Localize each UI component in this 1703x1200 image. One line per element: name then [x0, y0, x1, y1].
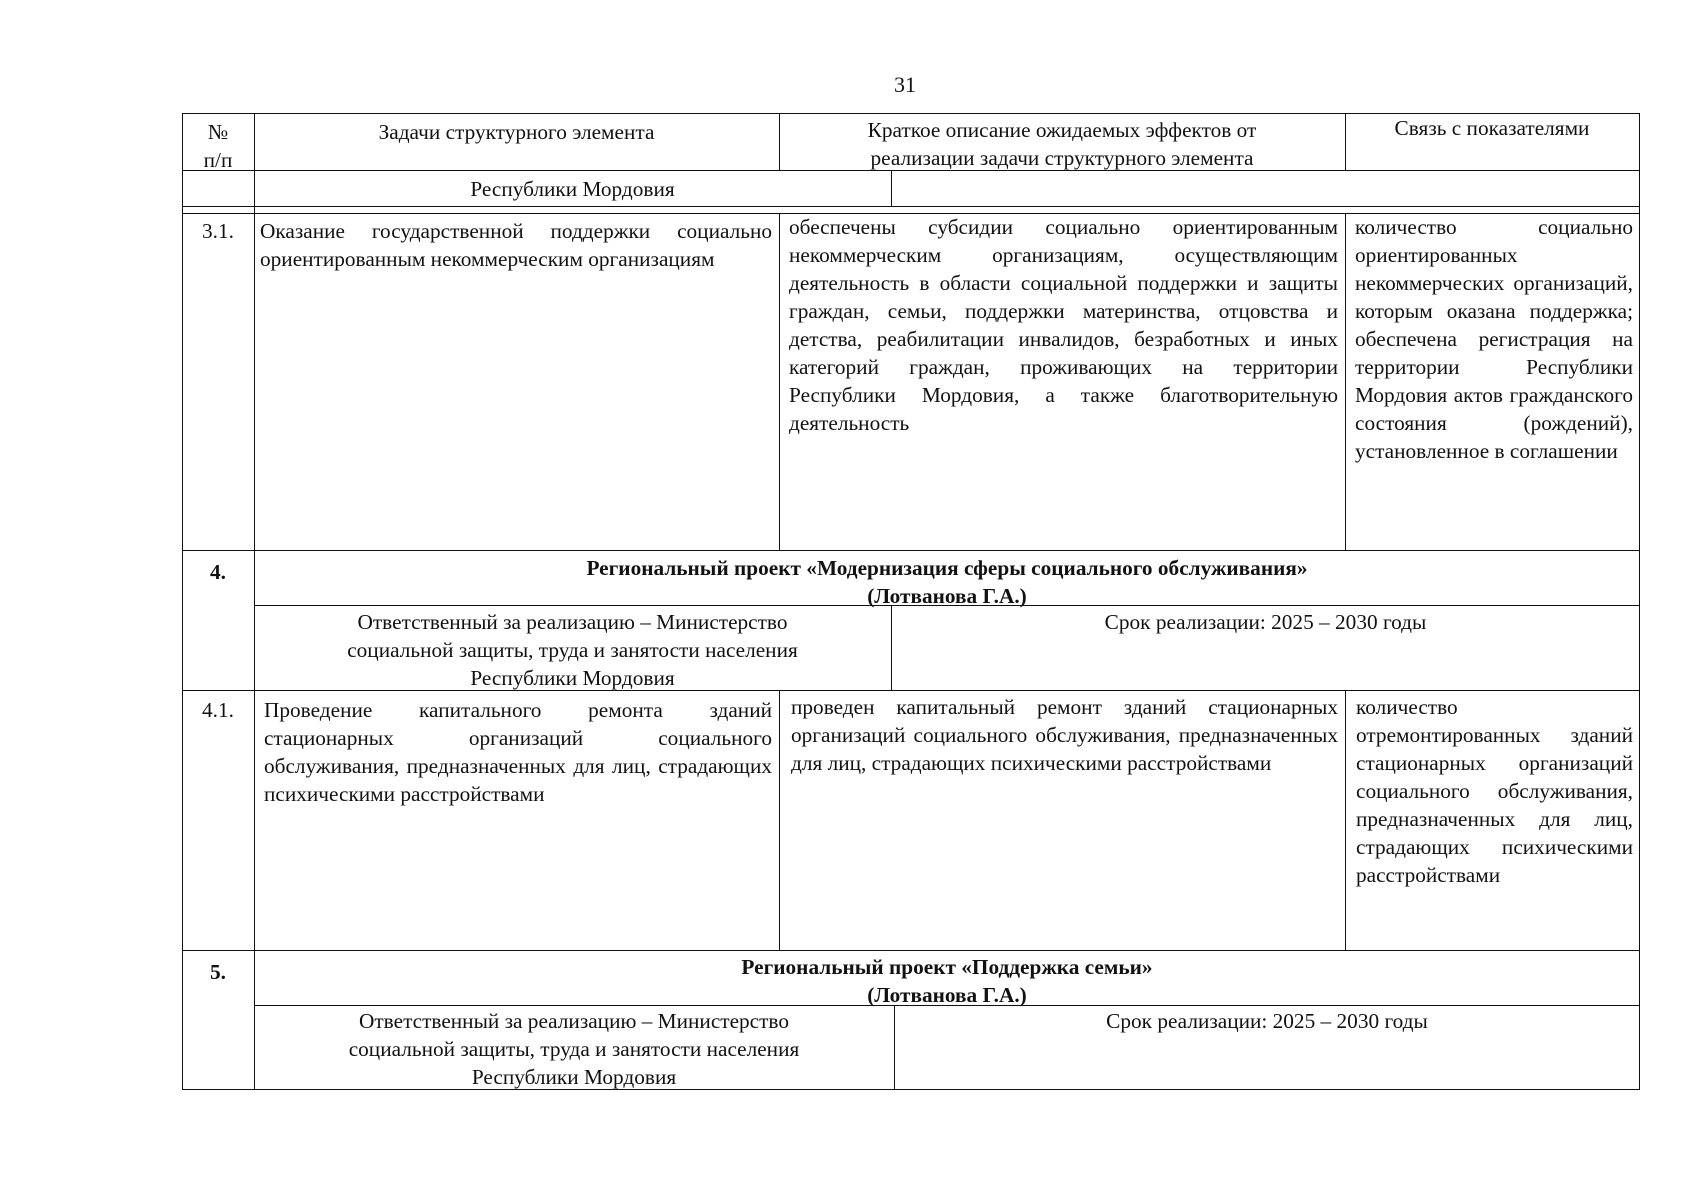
page-number: 31 — [894, 72, 916, 97]
task-cell: Оказание государственной поддержки социально ориентированным некоммерческим организациям — [260, 219, 772, 271]
responsible-line: Республики Мордовия — [471, 1065, 677, 1089]
header-number — [182, 118, 254, 174]
header-effects-line: реализации задачи структурного элемента — [870, 146, 1254, 170]
table-rule — [1345, 690, 1346, 950]
effect-cell: обеспечены субсидии социально ориентированным некоммерческим организациям, осуществляющим деятельность в области социальной поддержки и защиты граждан, семьи, поддержки материнства, отцовства и детства, реабилитации инвалидов, безработных и иных категорий граждан, проживающих на территории Республики Мордовия, а также благотворительную деятельность — [789, 215, 1338, 435]
section-curator: (Лотванова Г.А.) — [867, 584, 1027, 608]
header-effects — [779, 116, 1345, 172]
period-cell: Срок реализации: 2025 – 2030 годы — [1106, 1009, 1428, 1033]
section-number: 4. — [210, 560, 226, 584]
table-rule — [182, 206, 1640, 207]
section-title — [254, 953, 1640, 1009]
structural-elements-table — [182, 113, 1640, 1090]
table-rule — [891, 170, 892, 206]
row-number: 4.1. — [202, 698, 234, 722]
responsible-cell — [254, 608, 891, 692]
row-number: 3.1. — [202, 219, 234, 243]
indicator-cell: количество отремонтированных зданий стационарных организаций социального обслуживания, предназначенных для лиц, страдающих психическими расстройствами — [1356, 695, 1633, 887]
task-cell: Проведение капитального ремонта зданий стационарных организаций социального обслуживания, предназначенных для лиц, страдающих психическими расстройствами — [264, 698, 772, 806]
table-rule — [779, 690, 780, 950]
header-effects-line: Краткое описание ожидаемых эффектов от — [867, 118, 1257, 142]
section-title-line: Региональный проект «Модернизация сферы социального обслуживания» — [586, 556, 1308, 580]
header-tasks: Задачи структурного элемента — [378, 120, 655, 144]
header-indicators: Связь с показателями — [1394, 116, 1590, 140]
responsible-line: Ответственный за реализацию – Министерство — [357, 610, 788, 634]
responsible-line: социальной защиты, труда и занятости населения — [348, 1037, 800, 1061]
header-number-line: п/п — [203, 148, 233, 172]
responsible-line: Ответственный за реализацию – Министерство — [359, 1009, 789, 1033]
indicator-cell: количество социально ориентированных некоммерческих организаций, которым оказана поддержка; обеспечена регистрация на территории Республики Мордовия актов гражданского состояния (рождений), установленное в соглашении — [1355, 215, 1633, 463]
table-rule — [1345, 213, 1346, 550]
table-rule — [779, 213, 780, 550]
section-curator: (Лотванова Г.А.) — [867, 983, 1027, 1007]
table-rule — [182, 113, 183, 1090]
carryover-text: Республики Мордовия — [470, 177, 675, 201]
responsible-cell — [254, 1007, 894, 1091]
section-title — [254, 554, 1640, 610]
table-rule — [182, 950, 1640, 951]
table-rule — [182, 550, 1640, 551]
header-number-line: № — [207, 120, 229, 144]
section-title-line: Региональный проект «Поддержка семьи» — [741, 955, 1153, 979]
period-cell: Срок реализации: 2025 – 2030 годы — [1104, 610, 1427, 634]
responsible-line: социальной защиты, труда и занятости населения — [347, 638, 798, 662]
responsible-line: Республики Мордовия — [470, 666, 675, 690]
effect-cell: проведен капитальный ремонт зданий стационарных организаций социального обслуживания, предназначенных для лиц, страдающих психическими расстройствами — [791, 695, 1338, 775]
section-number: 5. — [210, 960, 226, 984]
